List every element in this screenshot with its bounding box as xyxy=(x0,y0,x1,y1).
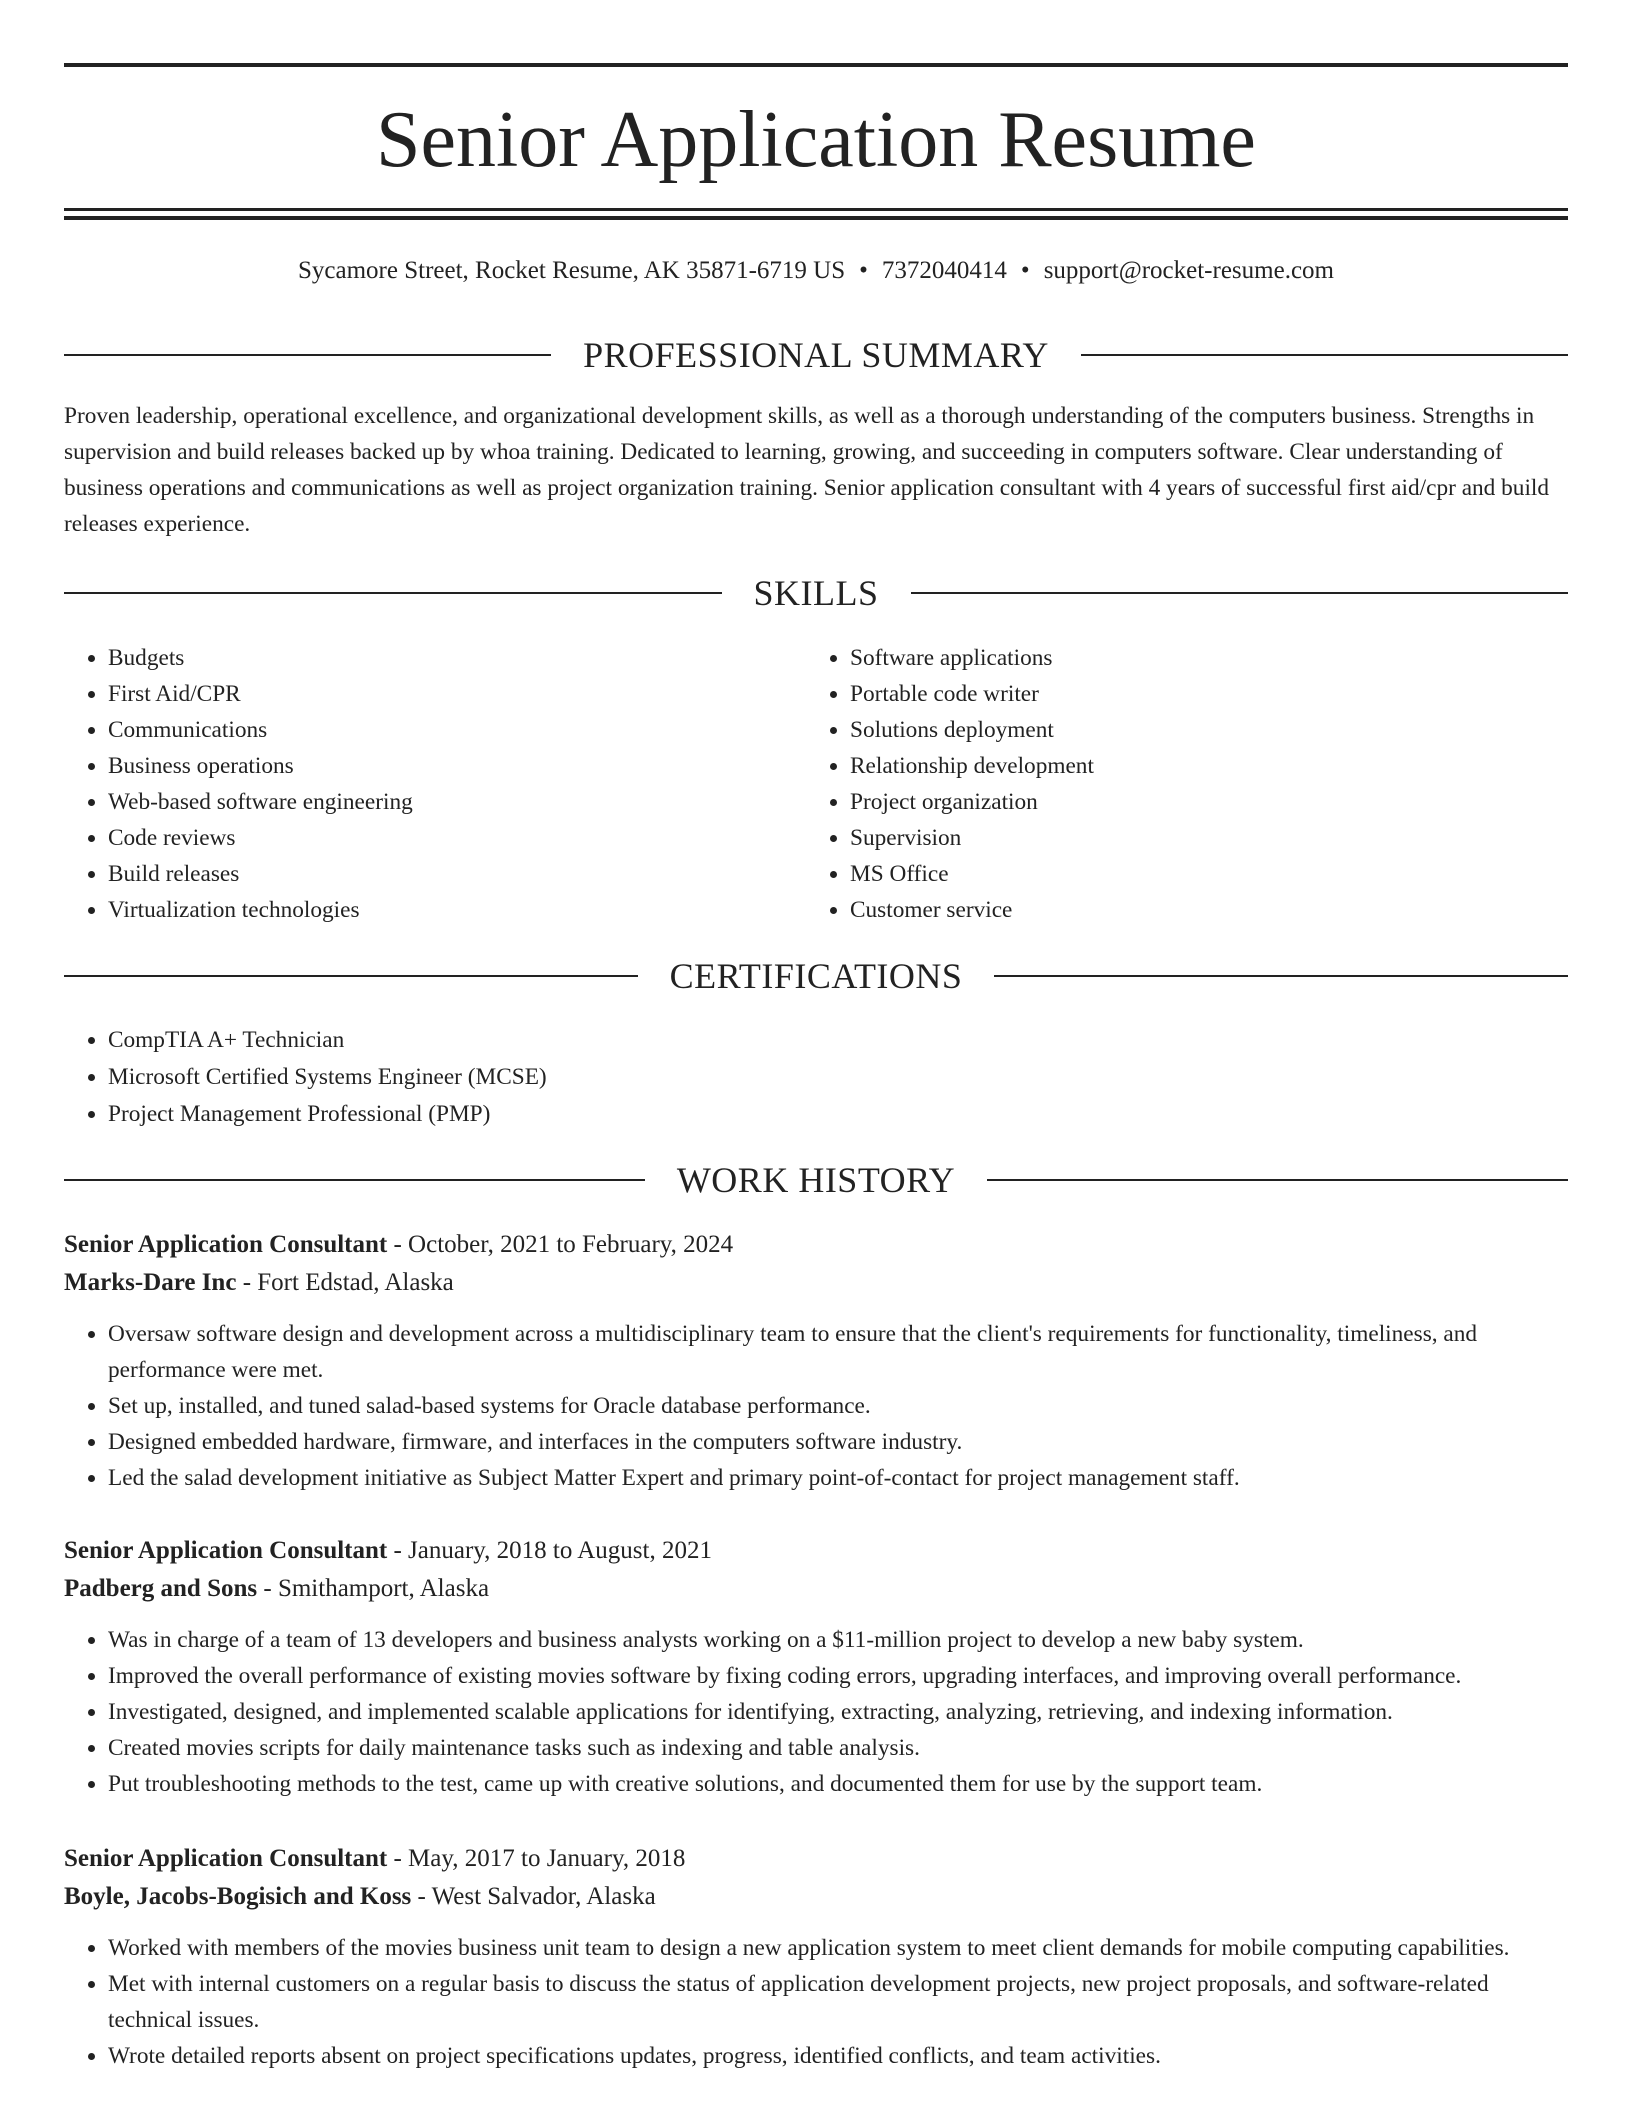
skill-item: • Relationship development xyxy=(850,748,1546,784)
job-bullets xyxy=(64,1622,1568,1802)
job-bullet: • Put troubleshooting methods to the test, came up with creative solutions, and documented them for use by the support team. xyxy=(108,1766,1568,1802)
certification-item: • Project Management Professional (PMP) xyxy=(108,1096,1568,1133)
skill-item: • Solutions deployment xyxy=(850,712,1546,748)
job-title: Senior Application Consultant xyxy=(64,1537,388,1564)
job-bullet: • Worked with members of the movies business unit team to design a new application system to meet client demands for mobile computing capabilities. xyxy=(108,1930,1568,1966)
skill-item: • Budgets xyxy=(108,640,804,676)
skills-heading xyxy=(64,569,1568,617)
certifications-heading xyxy=(64,952,1568,1000)
skill-item: • Web-based software engineering xyxy=(108,784,804,820)
heading-rule-right xyxy=(911,592,1569,594)
resume-title: Senior Application Resume xyxy=(376,96,1256,184)
job-dates: - May, 2017 to January, 2018 xyxy=(387,1845,686,1872)
skills-list-left xyxy=(64,640,804,928)
heading-rule-left xyxy=(64,1179,645,1181)
job-entry xyxy=(64,1840,1568,2074)
heading-rule-left xyxy=(64,975,638,977)
skill-item: • Business operations xyxy=(108,748,804,784)
contact-separator: • xyxy=(859,257,868,284)
contact-email: support@rocket-resume.com xyxy=(1043,257,1334,284)
skills-heading-label: SKILLS xyxy=(753,573,879,613)
job-bullet: • Wrote detailed reports absent on project specifications updates, progress, identified conflicts, and team activities. xyxy=(108,2038,1568,2074)
job-company: Marks-Dare Inc xyxy=(64,1269,237,1296)
summary-text: Proven leadership, operational excellence, and organizational development skills, as well as a thorough understanding of the computers business. Strengths in supervision and build releases backed up by whoa training. Dedicated to learning, growing, and succeeding in computers software. Clear understanding of business operations and communications as well as project organization training. Senior application consultant with 4 years of successful first aid/cpr and build releases experience. xyxy=(64,403,1550,537)
title-rule-thick xyxy=(64,216,1568,220)
certification-item: • Microsoft Certified Systems Engineer (MCSE) xyxy=(108,1059,1568,1096)
job-title: Senior Application Consultant xyxy=(64,1231,388,1258)
heading-rule-right xyxy=(987,1179,1568,1181)
job-dates: - January, 2018 to August, 2021 xyxy=(387,1537,712,1564)
heading-rule-left xyxy=(64,354,551,356)
job-title: Senior Application Consultant xyxy=(64,1845,388,1872)
job-company: Boyle, Jacobs-Bogisich and Koss xyxy=(64,1883,412,1910)
job-bullet: • Met with internal customers on a regular basis to discuss the status of application development projects, new project proposals, and software-related technical issues. xyxy=(108,1966,1568,2038)
job-company-line xyxy=(64,1878,1568,1916)
contact-address: Sycamore Street, Rocket Resume, AK 35871-6719 US xyxy=(298,257,846,284)
job-bullets xyxy=(64,1316,1568,1496)
job-role-line xyxy=(64,1840,1568,1878)
certifications-heading-label: CERTIFICATIONS xyxy=(669,956,963,996)
certification-item: • CompTIA A+ Technician xyxy=(108,1022,1568,1059)
skill-item: • Code reviews xyxy=(108,820,804,856)
heading-rule-right xyxy=(1081,354,1568,356)
certifications-list xyxy=(64,1022,1568,1133)
job-company-line xyxy=(64,1264,1568,1302)
heading-rule-right xyxy=(994,975,1568,977)
contact-phone: 7372040414 xyxy=(881,257,1007,284)
job-bullet: • Set up, installed, and tuned salad-based systems for Oracle database performance. xyxy=(108,1388,1568,1424)
job-dates: - October, 2021 to February, 2024 xyxy=(387,1231,734,1258)
job-company-line xyxy=(64,1570,1568,1608)
heading-rule-left xyxy=(64,592,722,594)
job-bullet: • Created movies scripts for daily maintenance tasks such as indexing and table analysis. xyxy=(108,1730,1568,1766)
job-company: Padberg and Sons xyxy=(64,1575,258,1602)
contact-line xyxy=(64,252,1568,290)
job-entry xyxy=(64,1226,1568,1496)
title-rule-thin xyxy=(64,208,1568,211)
summary-heading xyxy=(64,331,1568,379)
job-location: - Fort Edstad, Alaska xyxy=(236,1269,454,1296)
job-location: - West Salvador, Alaska xyxy=(411,1883,656,1910)
job-entry xyxy=(64,1532,1568,1802)
job-bullet: • Improved the overall performance of existing movies software by fixing coding errors, upgrading interfaces, and improving overall performance. xyxy=(108,1658,1568,1694)
work-heading-label: WORK HISTORY xyxy=(676,1160,956,1200)
job-role-line xyxy=(64,1226,1568,1264)
summary-heading-label: PROFESSIONAL SUMMARY xyxy=(583,335,1049,375)
work-heading xyxy=(64,1156,1568,1204)
skill-item: • Software applications xyxy=(850,640,1546,676)
job-bullet: • Designed embedded hardware, firmware, and interfaces in the computers software industry. xyxy=(108,1424,1568,1460)
skill-item: • Supervision xyxy=(850,820,1546,856)
skill-item: • Communications xyxy=(108,712,804,748)
skill-item: • Portable code writer xyxy=(850,676,1546,712)
job-bullet: • Oversaw software design and development across a multidisciplinary team to ensure that the client's requirements for functionality, timeliness, and performance were met. xyxy=(108,1316,1568,1388)
job-role-line xyxy=(64,1532,1568,1570)
skill-item: • Virtualization technologies xyxy=(108,892,804,928)
job-bullet: • Investigated, designed, and implemented scalable applications for identifying, extracting, analyzing, retrieving, and indexing information. xyxy=(108,1694,1568,1730)
job-bullets xyxy=(64,1930,1568,2074)
skills-list-right xyxy=(806,640,1546,928)
skill-item: • First Aid/CPR xyxy=(108,676,804,712)
skill-item: • Project organization xyxy=(850,784,1546,820)
job-bullet: • Led the salad development initiative as Subject Matter Expert and primary point-of-contact for project management staff. xyxy=(108,1460,1568,1496)
contact-separator: • xyxy=(1020,257,1030,284)
skill-item: • MS Office xyxy=(850,856,1546,892)
job-location: - Smithamport, Alaska xyxy=(257,1575,490,1602)
top-rule xyxy=(64,63,1568,67)
job-bullet: • Was in charge of a team of 13 developers and business analysts working on a $11-million project to develop a new baby system. xyxy=(108,1622,1568,1658)
skill-item: • Customer service xyxy=(850,892,1546,928)
skill-item: • Build releases xyxy=(108,856,804,892)
